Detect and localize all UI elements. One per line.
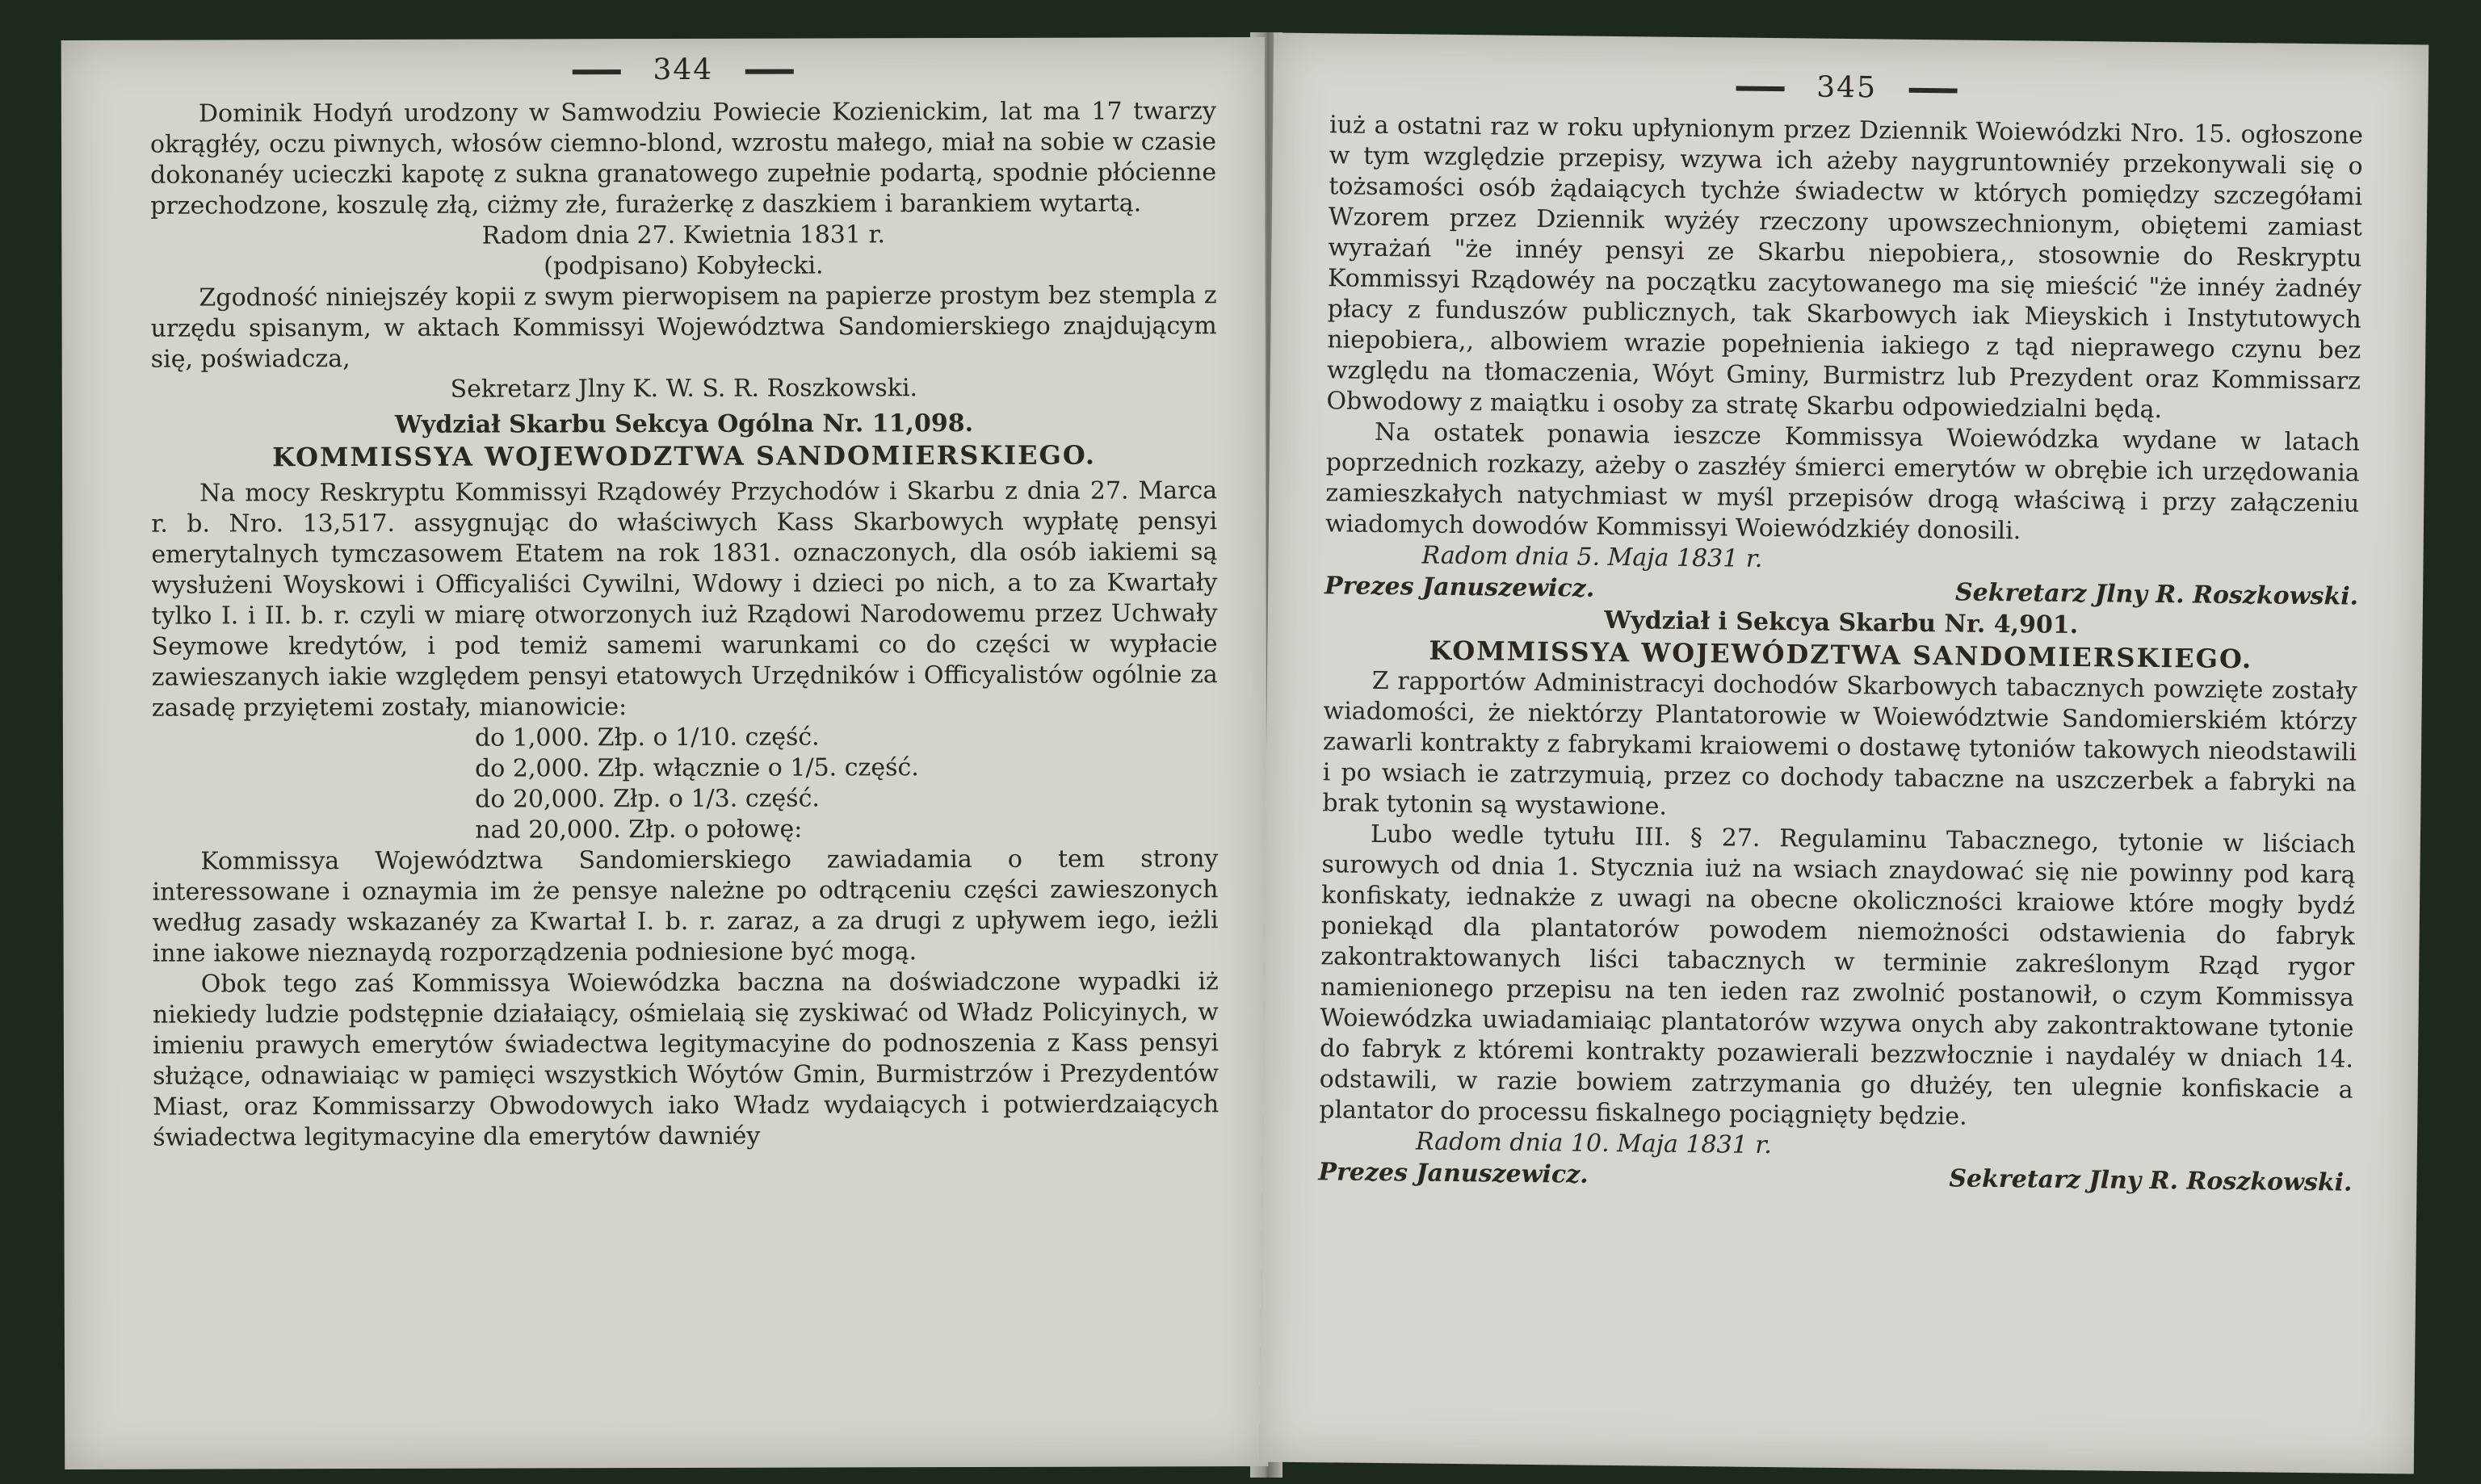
pension-notice: Na mocy Reskryptu Kommissyi Rządowéy Przychodów i Skarbu z dnia 27. Marca r. b. Nro. 13,517. assygnując do właściwych Kass Skarbowych wypłatę pensyi emerytalnych tymczasowem Etatem na rok 1831. oznaczonych, dla osób iakiemi są wysłużeni Woyskowi i Officyaliści Cywilni, Wdowy i dzieci po nich, a to za Kwartały tylko I. i II. b. r. czyli w miarę otworzonych iuż Rządowi Narodowemu przez Uchwały Seymowe kredytów, i pod temiż samemi warunkami co do części w wypłacie zawieszanych iakie względem pensyi etatowych Urzędników i Officyalistów ogólnie za zasadę przyiętemi zostały, mianowicie: <box>151 476 1218 723</box>
president-signature: Prezes Januszewicz. <box>1324 572 1595 603</box>
folio-dash <box>745 69 794 74</box>
folio-dash <box>1909 88 1958 94</box>
fraud-warning: Obok tego zaś Kommissya Woiewódzka baczna na doświadczone wypadki iż niekiedy ludzie podstępnie działaiący, ośmielaią się zyskiwać od Władz Policyinych, w imieniu prawych emerytów świadectwa legitymacyine do podnoszenia z Kass pensyi służące, odnawiaiąc w pamięci wszystkich Wóytów Gmin, Burmistrzów i Prezydentów Miast, oraz Kommissarzy Obwodowych iako Władz wydaiących i potwierdzaiących świadectwa legitymacyine dla emerytów dawniéy <box>152 967 1220 1152</box>
left-page <box>61 37 1269 1469</box>
pension-announcement: Kommissya Województwa Sandomierskiego zawiadamia o tem strony interessowane i oznaymia im że pensye należne po odtrąceniu części zawieszonych według zasady wskazanéy za Kwartał I. b. r. zaraz, a za drugi z upływem iego, ieżli inne iakowe nieznaydą rozporządzenia podniesione być mogą. <box>152 845 1219 968</box>
department-line: Wydział i Sekcya Skarbu Nr. 4,901. <box>1604 606 2079 640</box>
deduction-list <box>152 721 1218 846</box>
folio-dash <box>572 69 620 74</box>
president-signature: Prezes Januszewicz. <box>1318 1158 1589 1189</box>
death-report-paragraph: Na ostatek ponawia ieszcze Kommissya Woiewódzka wydane w latach poprzednich rozkazy, ażeby o zaszłéy śmierci emerytów w obrębie ich urzędowania zamieszkałych natychmiast w myśl przepisów drogą właściwą i przy załączeniu wiadomych dowodów Kommissyi Woiewódzkiéy donosili. <box>1324 417 2361 546</box>
date-line: Radom dnia 5. Maja 1831 r. <box>1421 541 1763 573</box>
commission-heading: KOMMISSYA WOJEWÓDZTWA SANDOMIERSKIEGO. <box>1429 635 2253 675</box>
list-item: do 1,000. Złp. o 1/10. część. <box>474 723 820 752</box>
continuation-text: iuż a ostatni raz w roku upłynionym przez Dziennik Woiewódzki Nro. 15. ogłoszone w tym względzie przepisy, wzywa ich ażeby naygruntowniéy przekonywali się o tożsamości osób żądaiących tychże świadectw w których pomiędzy szczegółami Wzorem przez Dziennik wyżéy rzeczony upowszechnionym, obiętemi zamiast wyrażań "że innéy pensyi ze Skarbu niepobiera,, stosownie do Reskryptu Kommissyi Rządowéy na początku zacytowanego ma się mieścić "że innéy żadnéy płacy z funduszów publicznych, tak Skarbowych iak Mieyskich i Instytutowych niepobiera,, albowiem wrazie popełnienia iakiego z tąd nieprawego czynu bez względu na tłomaczenia, Wóyt Gminy, Burmistrz lub Prezydent oraz Kommissarz Obwodowy z maiątku i osoby za stratę Skarbu odpowiedzialni będą. <box>1326 111 2364 425</box>
right-page <box>1259 33 2429 1474</box>
notice-fugitive: Dominik Hodyń urodzony w Samwodziu Powiecie Kozienickim, lat ma 17 twarzy okrągłéy, oczu piwnych, włosów ciemno-blond, wzrostu małego, miał na sobie w czasie dokonanéy ucieczki kapotę z sukna granatowego zupełnie podartą, spodnie płócienne przechodzone, koszulę złą, ciżmy złe, furażerkę z daszkiem i barankiem wytartą. <box>149 97 1217 220</box>
secretary-signature: Sekretarz Jlny R. Roszkowski. <box>1954 578 2359 611</box>
list-item: do 20,000. Złp. o 1/3. część. <box>475 784 820 814</box>
department-line: Wydział Skarbu Sekcya Ogólna Nr. 11,098. <box>394 409 974 439</box>
folio-dash <box>1736 86 1784 92</box>
tobacco-report-paragraph: Z rapportów Administracyi dochodów Skarbowych tabacznych powzięte zostały wiadomości, że niektórzy Plantatorowie w Woiewództwie Sandomierskiém którzy zawarli kontrakty z fabrykami kraiowemi o dostawę tytoniów takowych nieodstawili i po wsiach ie zatrzymuią, przez co dochody tabaczne na uszczerbek a fabryki na brak tytonin są wystawione. <box>1322 666 2358 821</box>
secretary-signature: Sekretarz Jlny K. W. S. R. Roszkowski. <box>450 374 918 404</box>
tobacco-regulation-paragraph: Lubo wedle tytułu III. § 27. Regulaminu Tabacznego, tytonie w liściach surowych od dnia 1. Stycznia iuż na wsiach znaydować się nie powinny pod karą konfiskaty, iednakże z uwagi na obecne okoliczności kraiowe które mogły bydź poniekąd dla plantatorów powodem niemożności odstawienia do fabryk zakontraktowanych liści tabacznych w terminie zakreślonym Rząd rygor namienionego przepisu na ten ieden raz zwolnić postanowił, o czym Kommissya Woiewódzka uwiadamiaiąc plantatorów wzywa onych aby zakontraktowane tytonie do fabryk z któremi kontrakty pozawierali bezzwłocznie i naydaléy w dniach 14. odstawili, w razie bowiem zatrzymania go dłużéy, ten ulegnie konfiskacie a plantator do processu fiskalnego pociągnięty będzie. <box>1319 820 2357 1131</box>
date-line: Radom dnia 10. Maja 1831 r. <box>1415 1127 1773 1160</box>
right-folio <box>1329 65 2363 109</box>
left-page-number: 344 <box>653 52 714 87</box>
certification-text: Zgodność niniejszéy kopii z swym pierwopisem na papierze prostym bez stempla z urzędu spisanym, w aktach Kommissyi Województwa Sandomierskiego znajdującym się, poświadcza, <box>150 281 1217 374</box>
secretary-signature: Sekretarz Jlny R. Roszkowski. <box>1949 1164 2353 1197</box>
commission-heading: KOMMISSYA WOJEWODZTWA SANDOMIERSKIEGO. <box>272 439 1096 473</box>
left-folio <box>150 52 1216 87</box>
list-item: nad 20,000. Złp. o połowę: <box>475 815 803 845</box>
right-page-number: 345 <box>1816 70 1878 105</box>
list-item: do 2,000. Złp. włącznie o 1/5. część. <box>475 753 919 783</box>
date-line: Radom dnia 27. Kwietnia 1831 r. <box>481 220 886 250</box>
signed-line: (podpisano) Kobyłecki. <box>544 251 824 281</box>
